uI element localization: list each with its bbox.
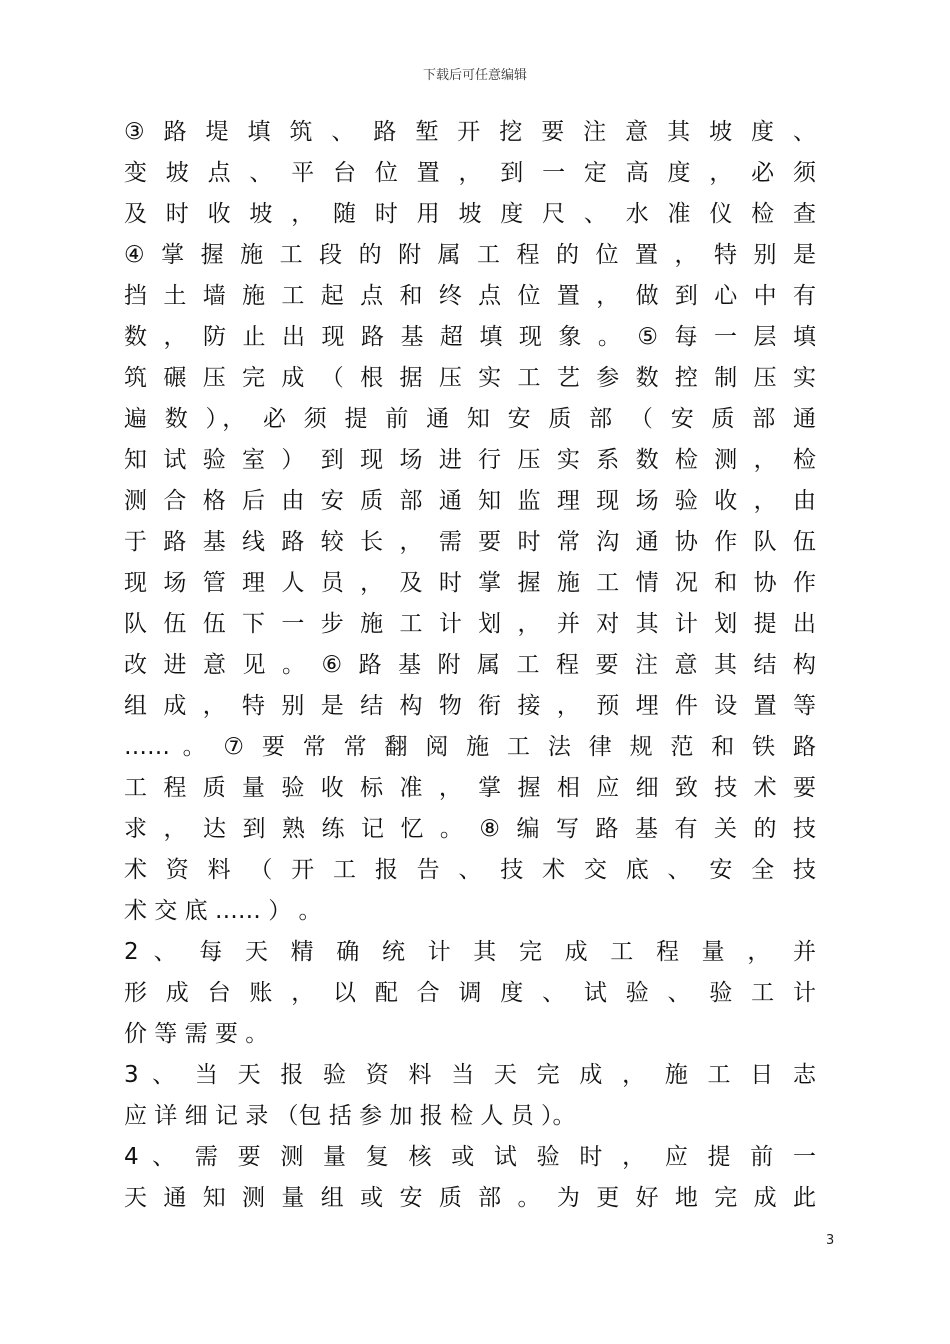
text-line: 遍 数 ）， 必 须 提 前 通 知 安 质 部 （ 安 质 部 通 xyxy=(124,406,816,432)
page-number: 3 xyxy=(826,1233,835,1248)
text-line: 筑 碾 压 完 成 （ 根 据 压 实 工 艺 参 数 控 制 压 实 xyxy=(124,365,816,391)
text-line: 术 资 料 （ 开 工 报 告 、 技 术 交 底 、 安 全 技 xyxy=(124,857,816,883)
text-line: 现 场 管 理 人 员 ， 及 时 掌 握 施 工 情 况 和 协 作 xyxy=(124,570,816,596)
text-line: 改 进 意 见 。 ⑥ 路 基 附 属 工 程 要 注 意 其 结 构 xyxy=(124,652,816,678)
text-line: 挡 土 墙 施 工 起 点 和 终 点 位 置 ， 做 到 心 中 有 xyxy=(124,283,816,309)
text-line: 天 通 知 测 量 组 或 安 质 部 。 为 更 好 地 完 成 此 xyxy=(124,1185,816,1211)
text-line: 测 合 格 后 由 安 质 部 通 知 监 理 现 场 验 收 ， 由 xyxy=(124,488,816,514)
text-line: 数 ， 防 止 出 现 路 基 超 填 现 象 。 ⑤ 每 一 层 填 xyxy=(124,324,816,350)
text-line: 组 成 ， 特 别 是 结 构 物 衔 接 ， 预 埋 件 设 置 等 xyxy=(124,693,816,719)
text-line: 及 时 收 坡 ， 随 时 用 坡 度 尺 、 水 准 仪 检 查 xyxy=(124,201,816,227)
page-header: 下载后可任意编辑 xyxy=(422,68,527,83)
text-line: 知 试 验 室 ） 到 现 场 进 行 压 实 系 数 检 测 ， 检 xyxy=(124,447,816,473)
text-line: 变 坡 点 、 平 台 位 置 ， 到 一 定 高 度 ， 必 须 xyxy=(124,160,816,186)
text-line: …… 。 ⑦ 要 常 常 翻 阅 施 工 法 律 规 范 和 铁 路 xyxy=(124,734,816,760)
text-line: 4 、 需 要 测 量 复 核 或 试 验 时 ， 应 提 前 一 xyxy=(124,1144,816,1170)
document-body xyxy=(124,112,816,1219)
text-line: 求 ， 达 到 熟 练 记 忆 。 ⑧ 编 写 路 基 有 关 的 技 xyxy=(124,816,816,842)
text-line: 队 伍 伍 下 一 步 施 工 计 划 ， 并 对 其 计 划 提 出 xyxy=(124,611,816,637)
text-line: 术 交 底 …… ） 。 xyxy=(124,898,322,924)
text-line: ③ 路 堤 填 筑 、 路 堑 开 挖 要 注 意 其 坡 度 、 xyxy=(124,119,816,145)
text-line: 工 程 质 量 验 收 标 准 ， 掌 握 相 应 细 致 技 术 要 xyxy=(124,775,816,801)
text-line: 应 详 细 记 录 （包 括 参 加 报 检 人 员 ）。 xyxy=(124,1103,576,1129)
text-line: 形 成 台 账 ， 以 配 合 调 度 、 试 验 、 验 工 计 xyxy=(124,980,816,1006)
text-line: 于 路 基 线 路 较 长 ， 需 要 时 常 沟 通 协 作 队 伍 xyxy=(124,529,816,555)
text-line: 2 、 每 天 精 确 统 计 其 完 成 工 程 量 ， 并 xyxy=(124,939,816,965)
text-line: 价 等 需 要 。 xyxy=(124,1021,269,1047)
text-line: 3 、 当 天 报 验 资 料 当 天 完 成 ， 施 工 日 志 xyxy=(124,1062,816,1088)
text-line: ④ 掌 握 施 工 段 的 附 属 工 程 的 位 置 ， 特 别 是 xyxy=(124,242,816,268)
